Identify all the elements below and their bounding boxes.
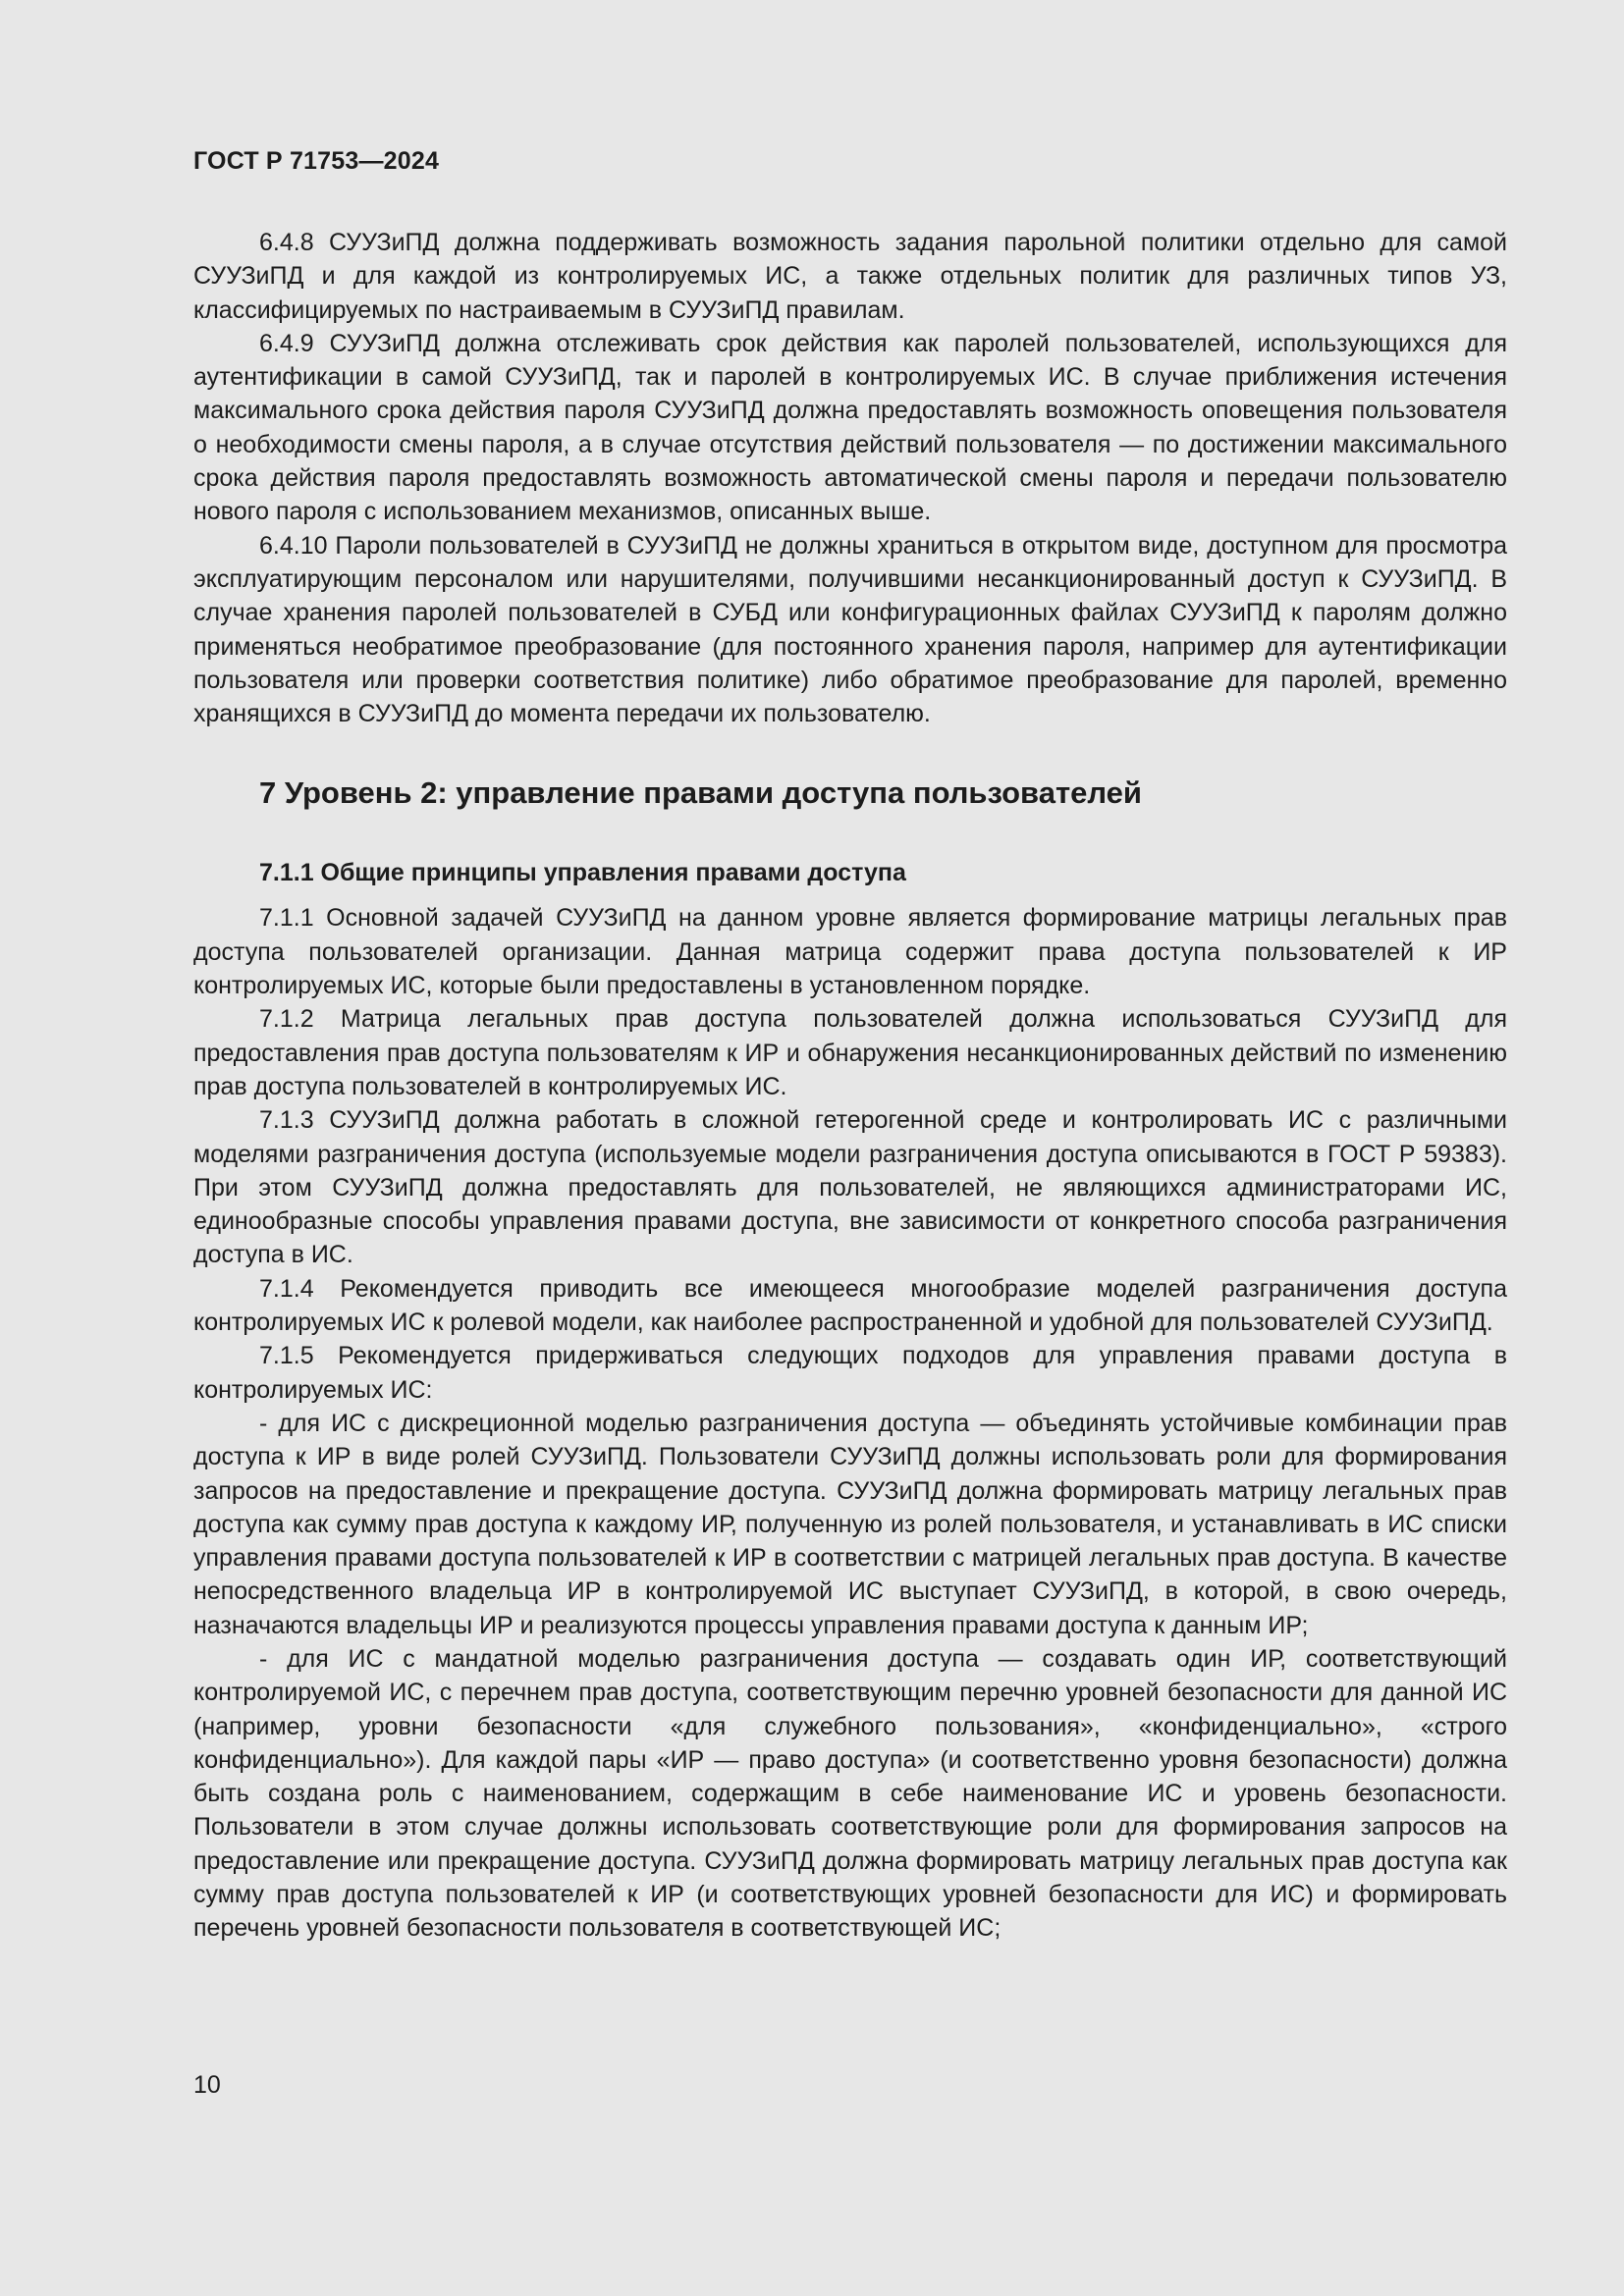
- list-item-discretionary-model: - для ИС с дискреционной моделью разграничения доступа — объединять устойчивые комбинации прав доступа к ИР в виде ролей СУУЗиПД. Пользователи СУУЗиПД должны использовать роли для формирования запросов на предоставление и прекращение доступа. СУУЗиПД должна формировать матрицу легальных прав доступа как сумму прав доступа к каждому ИР, полученную из ролей пользователя, и устанавливать в ИС списки управления правами доступа пользователей к ИР в соответствии с матрицей легальных прав доступа. В качестве непосредственного владельца ИР в контролируемой ИС выступает СУУЗиПД, в которой, в свою очередь, назначаются владельцы ИР и реализуются процессы управления правами доступа к данным ИР;: [193, 1409, 1507, 1639]
- paragraph-6-4-9: 6.4.9 СУУЗиПД должна отслеживать срок действия как паролей пользователей, использующихся для аутентификации в самой СУУЗиПД, так и паролей в контролируемых ИС. В случае приближения истечения максимального срока действия пароля СУУЗиПД должна предоставлять возможность оповещения пользователя о необходимости смены пароля, а в случае отсутствия действий пользователя — по достижении максимального срока действия пароля предоставлять возможность автоматической смены пароля и передачи пользователю нового пароля с использованием механизмов, описанных выше.: [193, 329, 1507, 526]
- document-body: [193, 226, 1507, 1946]
- paragraph-7-1-3: 7.1.3 СУУЗиПД должна работать в сложной гетерогенной среде и контролировать ИС с различными моделями разграничения доступа (используемые модели разграничения доступа описываются в ГОСТ Р 59383). При этом СУУЗиПД должна предоставлять для пользователей, не являющихся администраторами ИС, единообразные способы управления правами доступа, вне зависимости от конкретного способа разграничения доступа в ИС.: [193, 1106, 1507, 1269]
- section-title: 7 Уровень 2: управление правами доступа пользователей: [259, 775, 1142, 811]
- paragraph-6-4-10: 6.4.10 Пароли пользователей в СУУЗиПД не должны храниться в открытом виде, доступном для просмотра эксплуатирующим персоналом или нарушителями, получившими несанкционированный доступ к СУУЗиПД. В случае хранения паролей пользователей в СУБД или конфигурационных файлах СУУЗиПД к паролям должно применяться необратимое преобразование (для постоянного хранения пароля, например для аутентификации пользователя или проверки соответствия политике) либо обратимое преобразование для паролей, временно хранящихся в СУУЗиПД до момента передачи их пользователю.: [193, 531, 1507, 728]
- page-number: 10: [193, 2071, 221, 2099]
- list-item-mandatory-model: - для ИС с мандатной моделью разграничения доступа — создавать один ИР, соответствующий контролируемой ИС, с перечнем прав доступа, соответствующим перечню уровней безопасности для данной ИС (например, уровни безопасности «для служебного пользования», «конфиденциально», «строго конфиденциально»). Для каждой пары «ИР — право доступа» (и соответственно уровня безопасности) должна быть создана роль с наименованием, содержащим в себе наименование ИС и уровень безопасности. Пользователи в этом случае должны использовать соответствующие роли для формирования запросов на предоставление или прекращение доступа. СУУЗиПД должна формировать матрицу легальных прав доступа как сумму прав доступа пользователей к ИР (и соответствующих уровней безопасности для ИС) и формировать перечень уровней безопасности пользователя в соответствующей ИС;: [193, 1644, 1507, 1943]
- paragraph-6-4-8: 6.4.8 СУУЗиПД должна поддерживать возможность задания парольной политики отдельно для самой СУУЗиПД и для каждой из контролируемых ИС, а также отдельных политик для различных типов УЗ, классифицируемых по настраиваемым в СУУЗиПД правилам.: [193, 229, 1507, 324]
- document-code-header: ГОСТ Р 71753—2024: [193, 147, 440, 175]
- paragraph-7-1-4: 7.1.4 Рекомендуется приводить все имеющееся многообразие моделей разграничения доступа контролируемых ИС к ролевой модели, как наиболее распространенной и удобной для пользователей СУУЗиПД.: [193, 1274, 1507, 1337]
- paragraph-7-1-2: 7.1.2 Матрица легальных прав доступа пользователей должна использоваться СУУЗиПД для предоставления прав доступа пользователям к ИР и обнаружения несанкционированных действий по изменению прав доступа пользователей в контролируемых ИС.: [193, 1005, 1507, 1100]
- paragraph-7-1-1: 7.1.1 Основной задачей СУУЗиПД на данном уровне является формирование матрицы легальных прав доступа пользователей организации. Данная матрица содержит права доступа пользователей к ИР контролируемых ИС, которые были предоставлены в установленном порядке.: [193, 904, 1507, 1000]
- subsection-title: 7.1.1 Общие принципы управления правами доступа: [259, 859, 906, 887]
- paragraph-7-1-5: 7.1.5 Рекомендуется придерживаться следующих подходов для управления правами доступа в контролируемых ИС:: [193, 1342, 1507, 1404]
